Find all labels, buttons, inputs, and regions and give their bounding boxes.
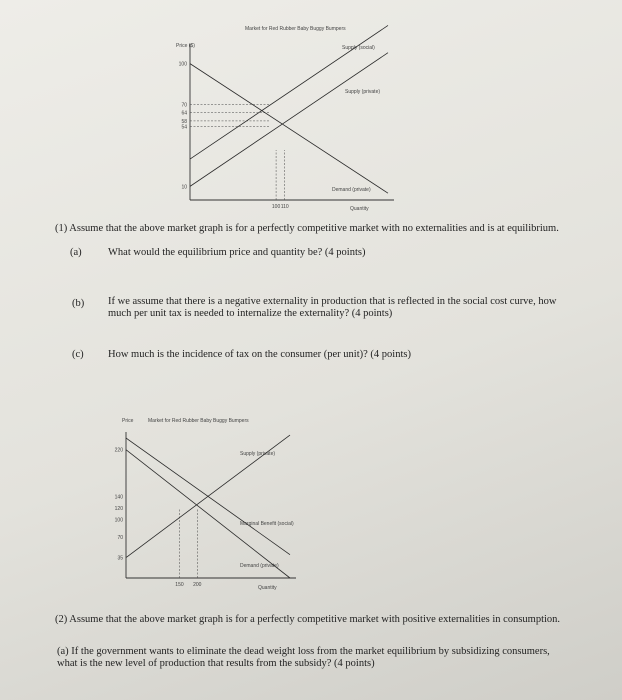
graph-2-svg bbox=[100, 410, 330, 600]
graph-2 bbox=[100, 410, 330, 600]
q1-a-label: (a) bbox=[70, 247, 82, 258]
graph-2-demand-label: Demand (private) bbox=[240, 563, 279, 569]
graph-1-ylabel: Price ($) bbox=[176, 43, 195, 49]
q2-a-text: (a) If the government wants to eliminate the dead weight loss from the market equilibrium by subsidizing consumers, what is the new level of production that results from the subsidy? (4 points) bbox=[57, 646, 550, 669]
g1-ytick-64: 64 bbox=[181, 110, 187, 117]
q1-intro: (1) Assume that the above market graph is for a perfectly competitive market with no externalities and is at equilibrium. bbox=[55, 223, 559, 234]
g1-series-1-line bbox=[190, 53, 388, 187]
g2-ytick-120: 120 bbox=[114, 506, 123, 512]
q1-c-text: How much is the incidence of tax on the consumer (per unit)? (4 points) bbox=[108, 349, 411, 360]
g1-xtick-100: 100 bbox=[271, 204, 281, 210]
g2-xtick-200: 200 bbox=[193, 582, 202, 588]
graph-1-supply-social-label: Supply (social) bbox=[342, 45, 375, 51]
g1-ytick-58: 58 bbox=[181, 118, 187, 125]
g1-series-2-line bbox=[190, 64, 388, 194]
graph-1-xticks bbox=[272, 204, 289, 210]
graph-2-yticks bbox=[115, 448, 124, 562]
graph-1-svg bbox=[160, 20, 410, 220]
graph-1-yticks bbox=[179, 62, 188, 191]
g2-ytick-220: 220 bbox=[114, 447, 123, 454]
graph-2-guides bbox=[179, 508, 197, 578]
q1-a-text: What would the equilibrium price and quantity be? (4 points) bbox=[108, 247, 366, 258]
g2-xtick-150: 150 bbox=[175, 582, 184, 588]
g2-ytick-100: 100 bbox=[114, 517, 123, 524]
g2-ytick-70: 70 bbox=[117, 535, 123, 542]
g1-ytick-10: 10 bbox=[181, 184, 187, 191]
graph-2-xlabel: Quantity bbox=[258, 585, 277, 591]
q1-b-text: If we assume that there is a negative externality in production that is reflected in the social cost curve, how much per unit tax is needed to internalize the externality? (4 points) bbox=[108, 296, 557, 319]
graph-2-supply-label: Supply (private) bbox=[240, 451, 276, 457]
graph-2-xticks bbox=[175, 582, 201, 588]
g1-ytick-54: 54 bbox=[181, 124, 187, 131]
graph-1 bbox=[160, 20, 410, 220]
q1-b-label: (b) bbox=[72, 298, 85, 309]
g1-ytick-100: 100 bbox=[178, 61, 187, 68]
graph-1-guides bbox=[190, 105, 285, 200]
g2-series-2-line bbox=[126, 450, 290, 578]
q2-intro: (2) Assume that the above market graph is for a perfectly competitive market with positive externalities in consumption. bbox=[55, 614, 561, 625]
graph-2-mb-label: Marginal Benefit (social) bbox=[240, 521, 294, 527]
graph-1-axes bbox=[190, 44, 394, 200]
q1-c-label: (c) bbox=[72, 349, 84, 360]
g2-ytick-35: 35 bbox=[117, 555, 123, 562]
graph-1-supply-private-label: Supply (private) bbox=[345, 89, 381, 95]
graph-2-ylabel: Price bbox=[122, 418, 134, 424]
graph-1-demand-label: Demand (private) bbox=[332, 187, 371, 193]
graph-2-title: Market for Red Rubber Baby Buggy Bumpers bbox=[148, 418, 249, 424]
g2-ytick-140: 140 bbox=[114, 494, 123, 501]
g1-ytick-70: 70 bbox=[181, 102, 187, 109]
graph-1-title: Market for Red Rubber Baby Buggy Bumpers bbox=[245, 26, 346, 32]
graph-1-xlabel: Quantity bbox=[350, 206, 369, 212]
g1-xtick-110: 110 bbox=[280, 204, 289, 210]
